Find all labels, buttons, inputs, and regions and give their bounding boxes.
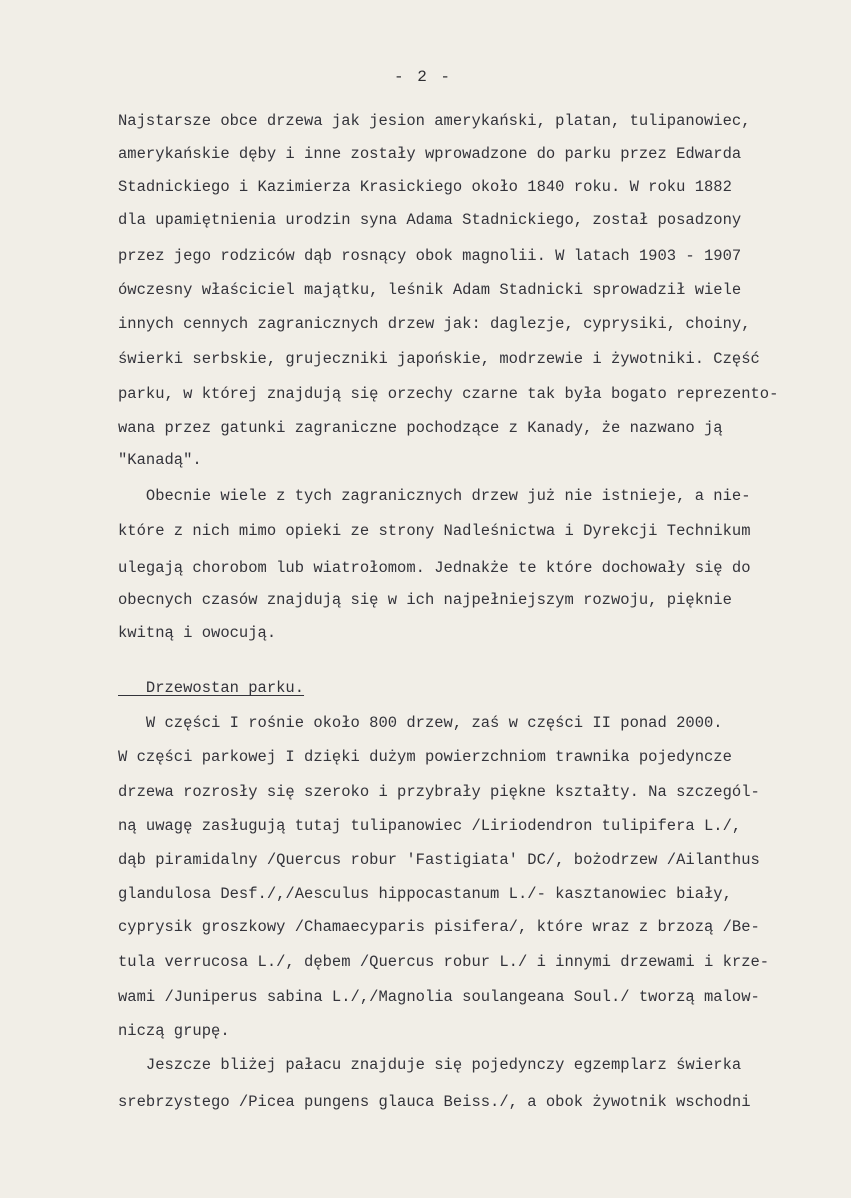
text-line: przez jego rodziców dąb rosnący obok magnolii. W latach 1903 - 1907 [118,247,742,265]
text-line: ówczesny właściciel majątku, leśnik Adam Stadnicki sprowadził wiele [118,281,742,299]
text-line: srebrzystego /Picea pungens glauca Beiss./, a obok żywotnik wschodni [118,1093,751,1111]
text-line: ulegają chorobom lub wiatrołomom. Jednakże te które dochowały się do [118,559,751,577]
text-line: kwitną i owocują. [118,624,277,642]
text-line: W części I rośnie około 800 drzew, zaś w części II ponad 2000. [118,714,723,732]
text-line: glandulosa Desf./,/Aesculus hippocastanum L./- kasztanowiec biały, [118,885,732,903]
text-line: Stadnickiego i Kazimierza Krasickiego około 1840 roku. W roku 1882 [118,178,732,196]
text-line: dąb piramidalny /Quercus robur 'Fastigiata' DC/, bożodrzew /Ailanthus [118,851,760,869]
text-line: wana przez gatunki zagraniczne pochodzące z Kanady, że nazwano ją [118,419,723,437]
text-line: Jeszcze bliżej pałacu znajduje się pojedynczy egzemplarz świerka [118,1056,742,1074]
text-line: świerki serbskie, grujeczniki japońskie, modrzewie i żywotniki. Część [118,350,760,368]
text-line: niczą grupę. [118,1022,230,1040]
text-line: wami /Juniperus sabina L./,/Magnolia soulangeana Soul./ tworzą malow- [118,988,760,1006]
text-line: amerykańskie dęby i inne zostały wprowadzone do parku przez Edwarda [118,145,742,163]
text-line: Najstarsze obce drzewa jak jesion amerykański, platan, tulipanowiec, [118,112,751,130]
text-line: dla upamiętnienia urodzin syna Adama Stadnickiego, został posadzony [118,211,742,229]
text-line: które z nich mimo opieki ze strony Nadleśnictwa i Dyrekcji Technikum [118,522,751,540]
section-heading [118,681,304,697]
text-line: Obecnie wiele z tych zagranicznych drzew już nie istnieje, a nie- [118,487,751,505]
text-line: obecnych czasów znajdują się w ich najpełniejszym rozwoju, pięknie [118,591,732,609]
page-number: - 2 - [394,68,453,86]
text-line: "Kanadą". [118,451,202,469]
text-line: innych cennych zagranicznych drzew jak: daglezje, cyprysiki, choiny, [118,315,751,333]
text-line: ną uwagę zasługują tutaj tulipanowiec /Liriodendron tulipifera L./, [118,817,742,835]
text-line: parku, w której znajdują się orzechy czarne tak była bogato reprezento- [118,385,779,403]
text-line: tula verrucosa L./, dębem /Quercus robur L./ i innymi drzewami i krze- [118,953,770,971]
text-line: W części parkowej I dzięki dużym powierzchniom trawnika pojedyncze [118,748,732,766]
text-line: cyprysik groszkowy /Chamaecyparis pisifera/, które wraz z brzozą /Be- [118,918,760,936]
text-line: drzewa rozrosły się szeroko i przybrały piękne kształty. Na szczegól- [118,783,760,801]
section-heading-text: Drzewostan parku. [118,679,305,697]
